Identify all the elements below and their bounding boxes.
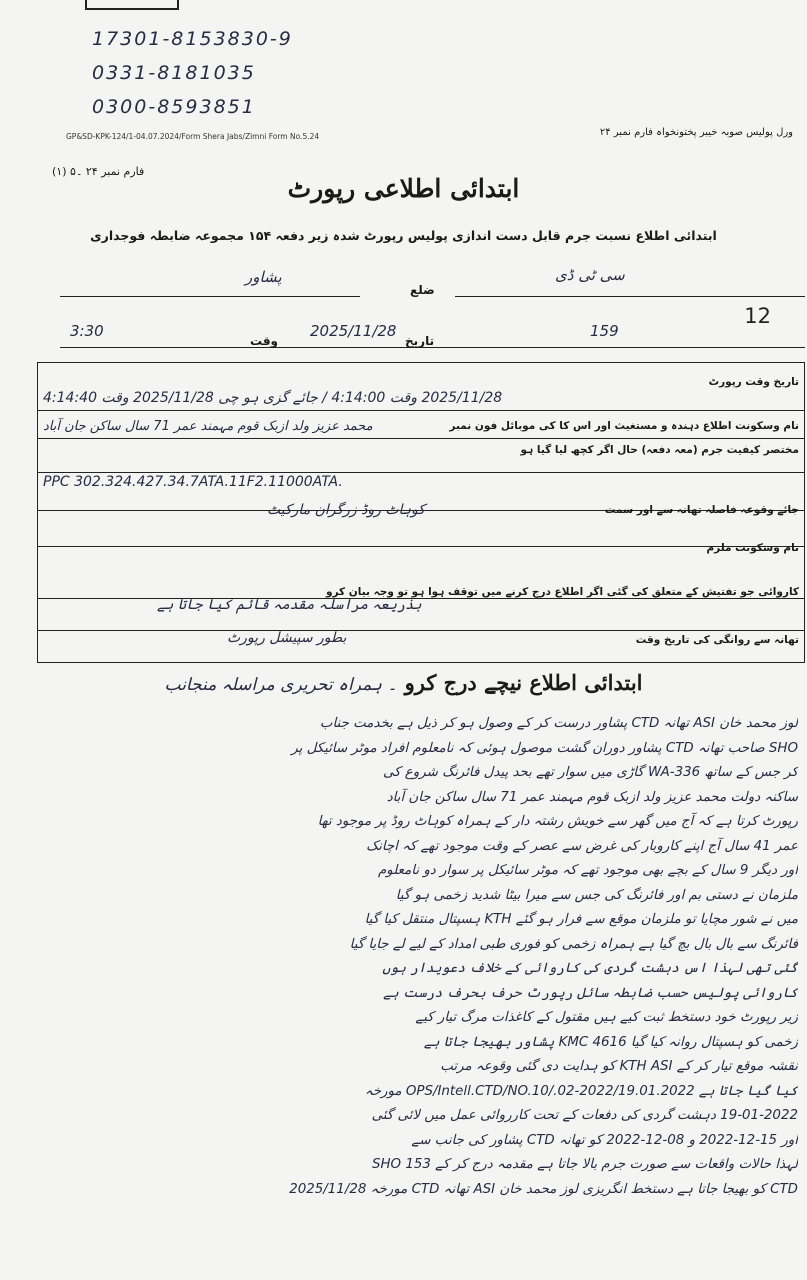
narrative-line: اور 15-12-2022 و 08-12-2022 کو تھانہ CTD پشاور کی جانب سے [411,1132,798,1148]
top-edge-box [85,0,179,10]
narrative-line: کیا گیا جاتا ہے OPS/Intell.CTD/NO.10/.02-2022/19.01.2022 مورخہ [364,1083,798,1099]
crime-location-value: کوہاٹ روڈ زرگران مارکیٹ [267,502,425,518]
report-subtitle: ابتدائی اطلاع نسبت جرم قابل دست اندازی پولیس رپورٹ شدہ زیر دفعہ ۱۵۴ مجموعہ ضابطہ فوجداری [90,228,717,243]
station-value: سی ٹی ڈی [555,266,625,284]
crime-location-label: جائے وقوعہ فاصلہ تھانہ سے اور سمت [604,504,799,516]
investigation-label: کاروائی جو تفتیش کے متعلق کی گئی اگر اطلاع درج کرنے میں توقف ہوا ہو تو وجہ بیان کرو [325,586,799,598]
report-datetime-value: 2025/11/28 وقت 4:14:00 / جائے گزی ہو چی 2025/11/28 وقت 4:14:40 [43,390,503,406]
narrative-line: نقشہ موقع تیار کر کے KTH ASI کو ہدایت دی گئی وقوعہ مرتب [440,1059,798,1074]
narrative-line: کر جس کے ساتھ WA-336 گاڑی میں سوار تھے بحد پیدل فائرنگ شروع کی [382,765,798,780]
dispatch-label: تھانہ سے روانگی کی تاریخ وقت [635,634,799,646]
date-label: تاریخ [405,334,435,348]
fir-number: 159 [590,322,619,340]
station-line [455,296,805,297]
narrative-line: زیر رپورٹ خود دستخط ثبت کیے ہیں مقتول کے کاغذات مرگ تیار کیے [415,1010,798,1025]
narrative-line: عمر 41 سال آج اپنے کاروبار کی غرض سے عصر کے وقت موجود تھے کہ اچانک [366,838,798,854]
narrative-line: کاروائی پولیس حسب ضابطہ سائل رپورٹ حرف بحرف درست ہے [383,985,798,1001]
accused-label: نام وسکونت ملزم [706,542,799,554]
time-value: 3:30 [70,322,104,340]
narrative-title-tail: ۔ ہمراہ تحریری مراسلہ منجانب [164,675,398,695]
form-code-line: GP&SD-KPK-124/1-04.07.2024/Form Shera Jabs/Zimni Form No.5.24 [66,132,320,141]
narrative-line: اور دیگر 9 سال کے بچے بھی موجود تھے کہ موٹر سائیکل پر سوار دو نامعلوم [377,863,798,878]
complainant-value: محمد عزیز ولد ازبک قوم مہمند عمر 71 سال ساکن جان آباد [43,419,373,434]
narrative-line: میں نے شور مچایا تو ملزمان موقع سے فرار ہو گئے KTH ہسپتال منتقل کیا گیا [364,912,798,927]
narrative-line: CTD کو بھیجا جاتا ہے دستخط انگریزی لوز محمد خان ASI تھانہ CTD مورخہ 2025/11/28 [289,1181,798,1197]
district-value: پشاور [245,268,282,286]
date-value: 2025/11/28 [310,322,397,340]
narrative-body [8,712,798,1202]
cnic-number: 17301-8153830-9 [92,28,293,50]
report-datetime-label: تاریخ وقت رپورٹ [708,376,799,388]
report-title: ابتدائی اطلاعی رپورٹ [287,174,520,203]
district-line [60,296,360,297]
page-number: 12 [744,304,771,328]
complainant-label: نام وسکونت اطلاع دہندہ و مستغیث اور اس کا کی موبائل فون نمبر [449,420,799,432]
narrative-line: گئی تھی لہذا اس دہشت گردی کی کاروائی کے خلاف دعویدار ہوں [382,961,798,976]
offence-label: مختصر کیفیت جرم (معہ دفعہ) حال اگر کچھ لیا گیا ہو [520,444,799,456]
narrative-line: 19-01-2022 دہشت گردی کی دفعات کے تحت کارروائی عمل میں لائی گئی [371,1108,798,1123]
narrative-line: زخمی کو ہسپتال روانہ کیا گیا KMC 4616 پشاور بھیجا جاتا ہے [423,1034,798,1050]
fir-fields-table [37,362,805,662]
time-label: وقت [250,334,279,348]
narrative-line: SHO صاحب تھانہ CTD پشاور دوران گشت موصول ہوئی کہ نامعلوم افراد موٹر سائیکل پر [291,740,798,756]
handwritten-phone-numbers [92,22,352,124]
phone-number-1: 0331-8181035 [92,62,256,84]
district-label: ضلع [410,283,435,297]
narrative-line: لوز محمد خان ASI تھانہ CTD پشاور درست کر کے وصول ہو کر ذیل ہے بخدمت جناب [319,716,798,731]
narrative-title: ابتدائی اطلاع نیچے درج کرو [404,670,643,695]
narrative-line: ساکنہ دولت محمد عزیز ولد ازبک قوم مہمند عمر 71 سال ساکن جان آباد [386,789,798,805]
narrative-line: ملزمان نے دستی بم اور فائرنگ کی جس سے میرا بیٹا شدید زخمی ہو گیا [395,887,798,903]
phone-number-2: 0300-8593851 [92,96,256,118]
narrative-heading [0,670,807,695]
narrative-line: فائرنگ سے بال بال بچ گیا ہے ہمراہ زخمی کو فوری طبی امداد کے لیے لے جایا گیا [349,936,798,952]
narrative-line: رپورٹ کرتا ہے کہ آج میں گھر سے خویش رشتہ دار کے ہمراہ کوہاٹ روڈ پر موجود تھا [317,814,798,829]
offence-sections: PPC 302.324.427.34.7ATA.11F2.11000ATA. [43,474,343,490]
police-form-header: ورل پولیس صوبہ خیبر پختونخواہ فارم نمبر ۲۴ [599,127,793,138]
dispatch-value: بطور سپیشل رپورٹ [227,630,347,646]
investigation-value: بذریعہ مراسلہ مقدمہ قائم کیا جاتا ہے [157,597,422,613]
form-number: فارم نمبر ۲۴ ۔۵ (۱) [52,165,145,178]
narrative-line: لہذا حالات واقعات سے صورت جرم بالا جاتا ہے مقدمہ درج کر کے SHO 153 [371,1157,798,1172]
